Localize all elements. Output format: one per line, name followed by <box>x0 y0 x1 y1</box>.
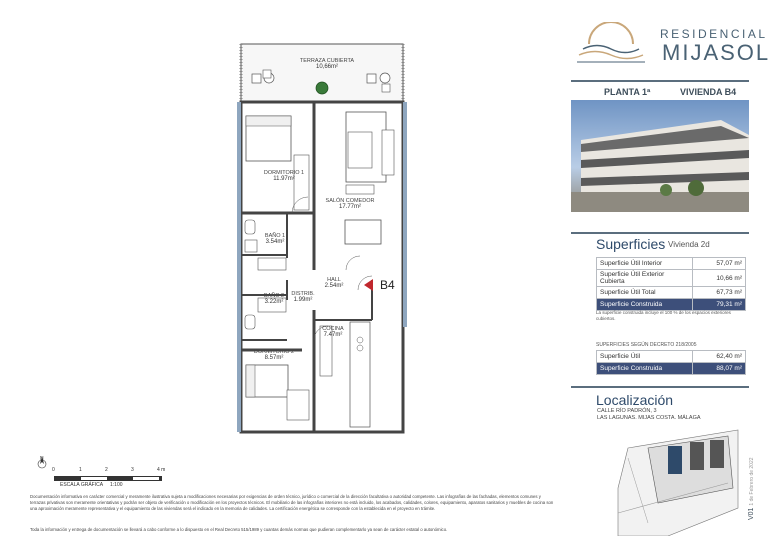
room-area: 8.57m² <box>264 355 284 362</box>
row-label: Superficie Útil Exterior Cubierta <box>597 270 693 287</box>
room-area: 1.99m² <box>293 297 313 304</box>
table-row <box>597 258 746 270</box>
row-label: Superficie Construida <box>597 363 693 375</box>
vivienda-label: VIVIENDA B4 <box>680 87 737 97</box>
room-cocina <box>318 326 348 339</box>
decreto-title: SUPERFICIES SEGÚN DECRETO 218/2005 <box>596 342 697 348</box>
plant-icon <box>316 82 328 94</box>
scale-bar <box>54 476 162 481</box>
row-value: 57,07 m² <box>693 258 746 270</box>
room-name: DORMITORIO 2 <box>253 349 295 355</box>
room-bano2 <box>258 293 290 306</box>
disclaimer-legal: Toda la información y entrega de documentación se llevará a cabo conforme a lo dispuesto en el Real Decreto 515/1989 y cuantas demás normas que pudieran complementarlo ya sean de carácter estatal o autonómico. <box>30 527 448 532</box>
entrance-arrow-icon <box>364 279 373 291</box>
divider <box>571 232 749 234</box>
room-area: 3.22m² <box>264 299 284 306</box>
room-area: 3.54m² <box>265 239 285 246</box>
brand-logo <box>575 22 647 68</box>
row-value: 88,07 m² <box>693 363 746 375</box>
room-terraza <box>292 58 362 71</box>
scale-tick: 4 m <box>157 467 166 473</box>
planta-label: PLANTA 1ª <box>604 87 651 97</box>
room-area: 7.47m² <box>323 332 343 339</box>
scale-tick: 2 <box>105 467 108 473</box>
divider <box>571 80 749 82</box>
room-bano1 <box>258 233 292 246</box>
version-date: 1 de Febrero de 2022 <box>749 457 755 506</box>
disclaimer-text: Documentación informativa en carácter comercial y meramente ilustrativa sujeta a modificaciones necesarias por exigencias de orden técnico, jurídico o comercial de la dirección facultativa o autoridad competente. Las infografías de las fachadas, elementos comunes y terrazas privativas son meramente orientativas y podrán ser objeto de verificación o modificación en los proyectos técnicos. El mobiliario de las infografías interiores no está incluido, los acabados, calidades, colores, equipamiento, aparatos sanitarios y muebles de cocina son una aproximación meramente representativa y el equipamiento de las viviendas será el indicado en la memoria de calidades. La certificación energética se corresponde con la establecida en el proyecto en trámite. <box>30 494 554 511</box>
table-row <box>597 351 746 363</box>
room-name: COCINA <box>322 326 344 332</box>
room-name: BAÑO 2 <box>263 293 285 299</box>
row-label: Superficie Útil Interior <box>597 258 693 270</box>
divider <box>571 386 749 388</box>
scale-tick: 1 <box>79 467 82 473</box>
scale-tick: 0 <box>52 467 55 473</box>
table-row <box>597 363 746 375</box>
row-value: 10,66 m² <box>693 270 746 287</box>
address-line: CALLE RÍO PADRÓN, 3 <box>597 408 657 414</box>
room-area: 11.97m² <box>273 176 295 183</box>
localizacion-address <box>597 408 701 423</box>
building-render-image <box>571 100 749 212</box>
row-value: 67,73 m² <box>693 287 746 299</box>
room-dormitorio2 <box>250 349 298 362</box>
room-dormitorio1 <box>252 170 316 183</box>
room-name: TERRAZA CUBIERTA <box>299 58 355 64</box>
address-line: LAS LAGUNAS. MIJAS COSTA. MÁLAGA <box>597 415 701 422</box>
scale-label: ESCALA GRÁFICA <box>60 482 104 488</box>
location-map <box>608 428 740 536</box>
room-name: BAÑO 1 <box>264 233 286 239</box>
brand-line1: RESIDENCIAL <box>660 27 768 41</box>
superficies-table <box>596 257 746 311</box>
superficies-title: Superficies <box>596 236 666 252</box>
room-area: 2.54m² <box>324 283 344 290</box>
room-name: HALL <box>327 277 341 283</box>
room-hall <box>318 277 350 290</box>
room-area: 10,66m² <box>315 64 338 71</box>
table-row <box>597 287 746 299</box>
localizacion-title: Localización <box>596 392 674 408</box>
row-label: Superficie Útil <box>597 351 693 363</box>
room-area: 17.77m² <box>338 204 361 211</box>
decreto-table <box>596 350 746 375</box>
unit-tag: B4 <box>380 278 395 292</box>
brand-line2: MIJASOL <box>662 40 771 65</box>
row-value: 62,40 m² <box>693 351 746 363</box>
version-stamp <box>748 457 755 520</box>
floor-plan <box>232 40 412 435</box>
scale-tick: 3 <box>131 467 134 473</box>
table-row <box>597 299 746 311</box>
superficies-note: La superficie construida incluye el 100 % de los espacios exteriores cubiertos. <box>596 310 731 321</box>
north-label: N <box>40 456 44 462</box>
room-salon <box>320 198 380 211</box>
version-code: V01 <box>748 507 755 520</box>
row-label: Superficie Útil Total <box>597 287 693 299</box>
table-row <box>597 270 746 287</box>
room-distrib <box>288 291 318 304</box>
scale-ratio: 1:100 <box>110 482 123 488</box>
superficies-subtitle: Vivienda 2d <box>668 240 710 249</box>
row-value: 79,31 m² <box>693 299 746 311</box>
room-name: SALÓN COMEDOR <box>325 198 375 204</box>
room-name: DORMITORIO 1 <box>263 170 305 176</box>
room-name: DISTRIB. <box>291 291 315 297</box>
row-label: Superficie Construida <box>597 299 693 311</box>
